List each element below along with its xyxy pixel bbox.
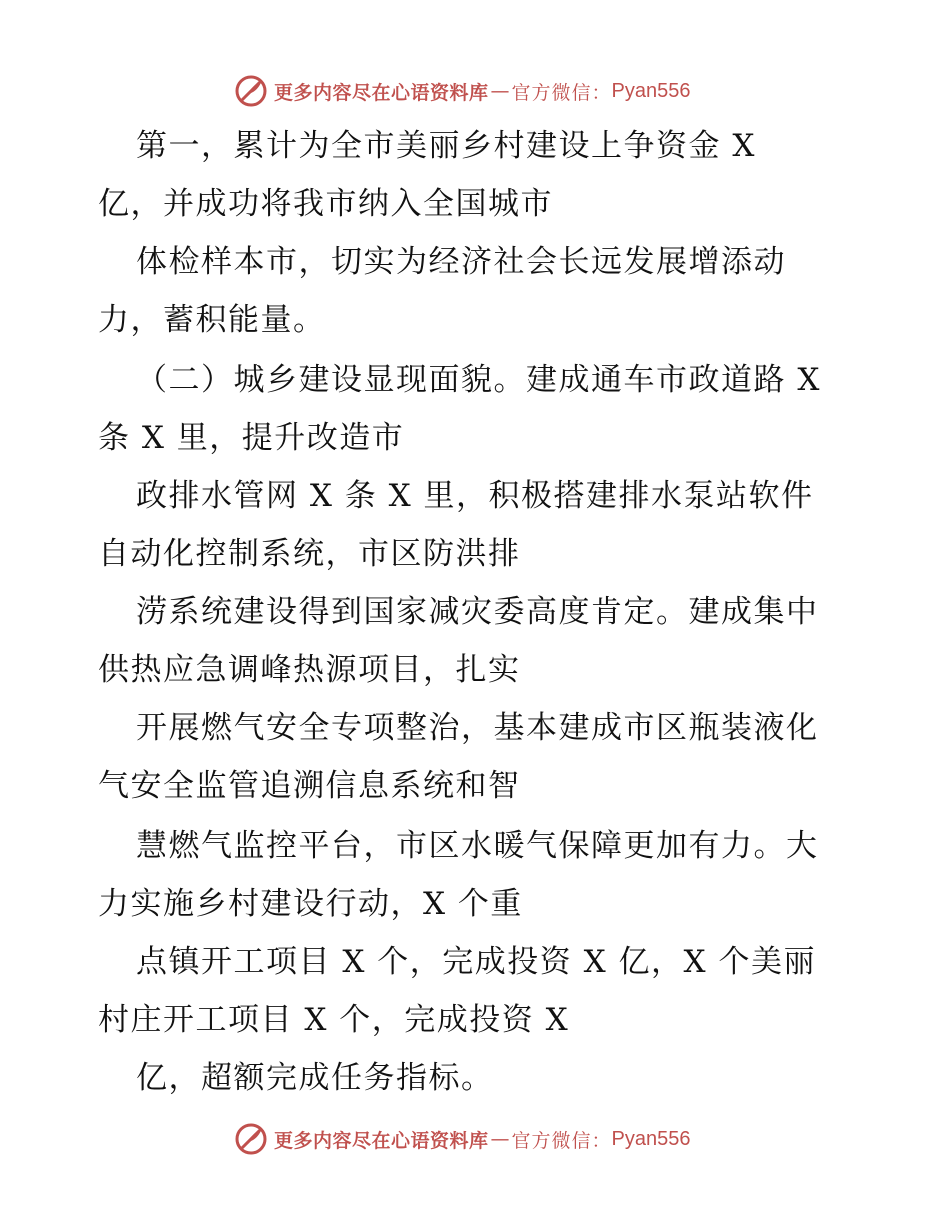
quill-logo-icon [234,74,268,108]
watermark-official-label: 官方微信： [511,81,612,104]
body-line: （二）城乡建设显现面貌。建成通车市政道路 X [136,362,821,398]
body-line: 体检样本市，切实为经济社会长远发展增添动 [136,244,786,280]
body-line: 第一，累计为全市美丽乡村建设上争资金 X [136,128,756,164]
watermark-wechat-id: Pyan556 [611,1127,691,1150]
quill-logo-icon [234,1122,268,1156]
body-line: 供热应急调峰热源项目，扎实 [98,652,521,688]
body-line: 村庄开工项目 X 个，完成投资 X [98,1002,570,1038]
watermark-main-text: 更多内容尽在心语资料库 [274,1129,489,1152]
body-line: 条 X 里，提升改造市 [98,420,405,456]
watermark-dash: — [490,80,510,102]
body-line: 政排水管网 X 条 X 里，积极搭建排水泵站软件 [136,478,814,514]
watermark-dash: — [490,1128,510,1150]
body-line: 亿，超额完成任务指标。 [136,1060,494,1096]
body-line: 涝系统建设得到国家减灾委高度肯定。建成集中 [136,594,819,630]
body-line: 自动化控制系统，市区防洪排 [98,536,521,572]
watermark-official-label: 官方微信： [511,1129,612,1152]
header-watermark [234,74,691,108]
watermark-main-text: 更多内容尽在心语资料库 [274,81,489,104]
body-line: 气安全监管追溯信息系统和智 [98,768,521,804]
footer-watermark [234,1122,691,1156]
body-line: 力实施乡村建设行动，X 个重 [98,886,523,922]
body-line: 亿，并成功将我市纳入全国城市 [98,186,553,222]
watermark-wechat-id: Pyan556 [611,79,691,102]
body-line: 点镇开工项目 X 个，完成投资 X 亿，X 个美丽 [136,944,816,980]
body-line: 开展燃气安全专项整治，基本建成市区瓶装液化 [136,710,819,746]
body-line: 慧燃气监控平台，市区水暖气保障更加有力。大 [136,828,819,864]
body-line: 力，蓄积能量。 [98,302,326,338]
